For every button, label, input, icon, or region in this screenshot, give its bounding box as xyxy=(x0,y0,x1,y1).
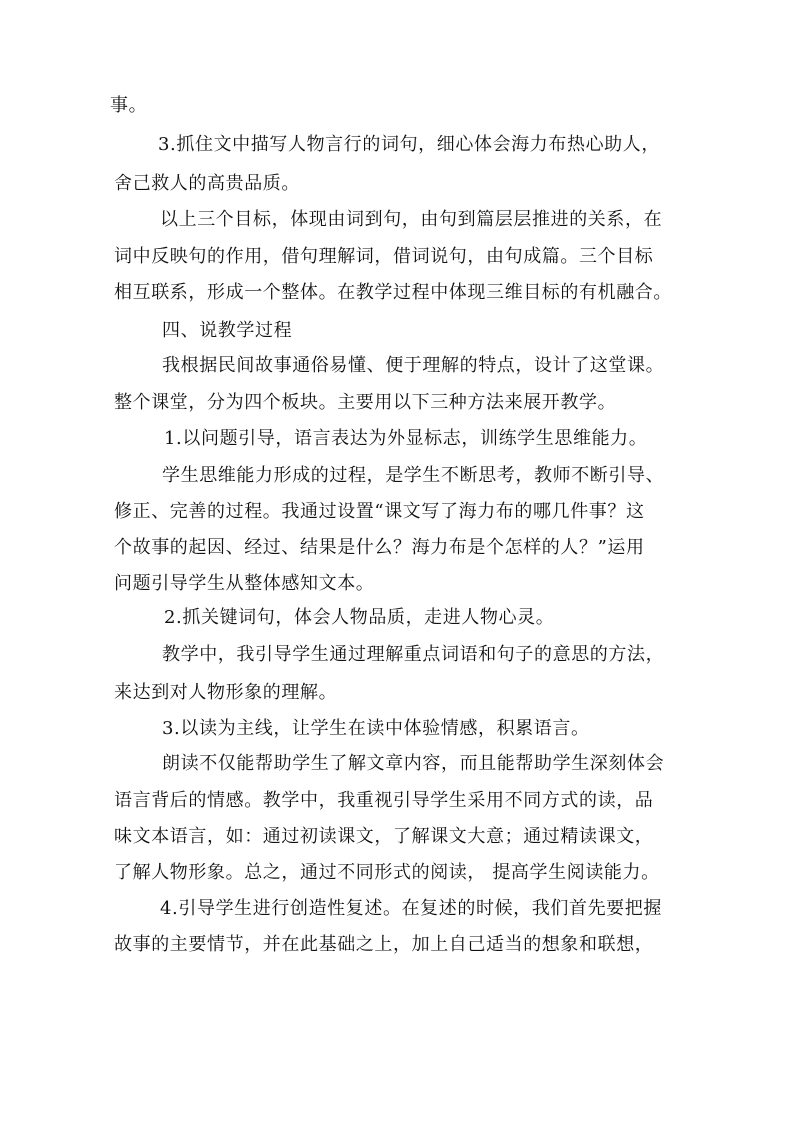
text-line: 修正、完善的过程。我通过设置“课文写了海力布的哪几件事？这 xyxy=(114,501,645,522)
text-line: 语言背后的情感。教学中，我重视引导学生采用不同方式的读，品 xyxy=(114,790,654,811)
text-line: 3.抓住文中描写人物言行的词句，细心体会海力布热心助人， xyxy=(158,134,660,155)
text-line: 事。 xyxy=(110,95,148,116)
text-line: 1.以问题引导，语言表达为外显标志，训练学生思维能力。 xyxy=(164,428,648,449)
text-line: 3.以读为主线，让学生在读中体验情感，积累语言。 xyxy=(162,718,590,739)
text-line: 故事的主要情节，并在此基础之上，加上自己适当的想象和联想， xyxy=(114,934,654,955)
text-line: 教学中，我引导学生通过理解重点词语和句子的意思的方法， xyxy=(162,644,665,665)
text-line: 了解人物形象。总之，通过不同形式的阅读， 提高学生阅读能力。 xyxy=(114,862,660,883)
text-line: 相互联系，形成一个整体。在教学过程中体现三维目标的有机融合。 xyxy=(114,282,672,303)
text-line: 4.引导学生进行创造性复述。在复述的时候，我们首先要把握 xyxy=(160,898,662,919)
text-line: 2.抓关键词句，体会人物品质，走进人物心灵。 xyxy=(164,607,555,628)
text-line: 味文本语言，如：通过初读课文，了解课文大意；通过精读课文， xyxy=(114,826,654,847)
text-line: 词中反映句的作用，借句理解词，借词说句，由句成篇。三个目标 xyxy=(114,246,654,267)
section-heading: 四、说教学过程 xyxy=(162,320,293,341)
text-line: 问题引导学生从整体感知文本。 xyxy=(114,573,375,594)
text-line: 我根据民间故事通俗易懂、便于理解的特点，设计了这堂课。 xyxy=(162,355,665,376)
text-line: 朗读不仅能帮助学生了解文章内容，而且能帮助学生深刻体会 xyxy=(162,753,665,774)
text-line: 来达到对人物形象的理解。 xyxy=(114,682,338,703)
text-line: 整个课堂，分为四个板块。主要用以下三种方法来展开教学。 xyxy=(114,392,617,413)
text-line: 学生思维能力形成的过程，是学生不断思考，教师不断引导、 xyxy=(162,465,665,486)
text-line: 个故事的起因、经过、结果是什么？海力布是个怎样的人？”运用 xyxy=(114,537,645,558)
text-line: 舍己救人的高贵品质。 xyxy=(114,173,300,194)
text-line: 以上三个目标，体现由词到句，由句到篇层层推进的关系，在 xyxy=(160,209,663,230)
